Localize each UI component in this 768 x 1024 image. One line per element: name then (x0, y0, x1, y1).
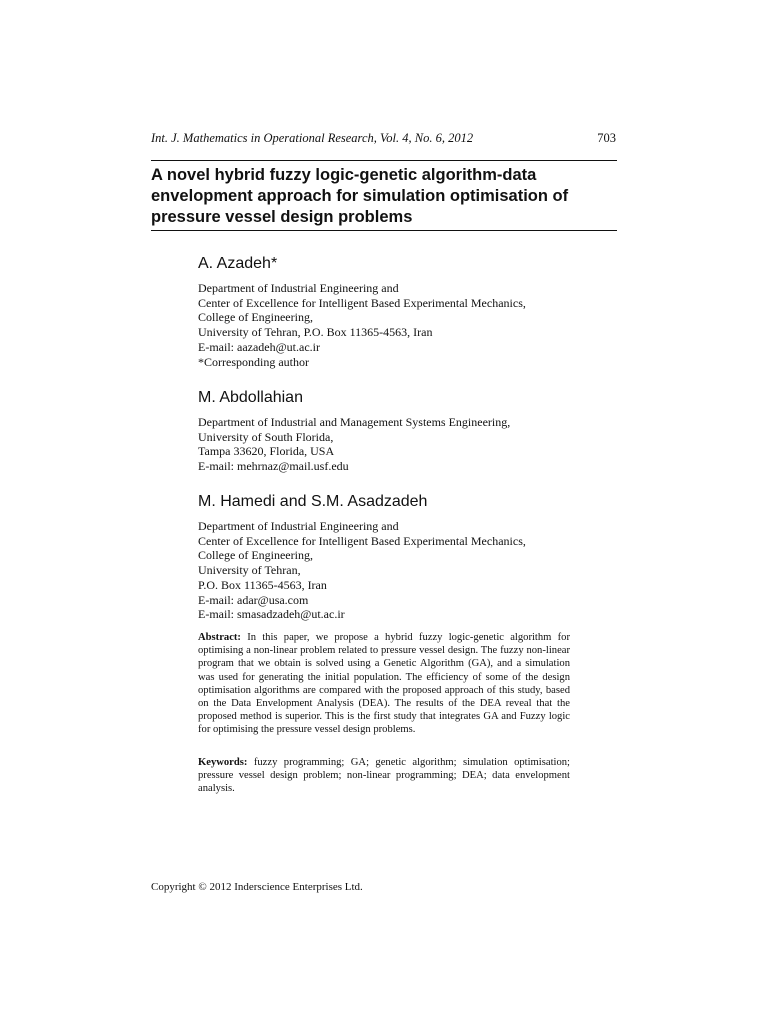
abstract (198, 631, 570, 737)
author-name: M. Abdollahian (198, 389, 303, 406)
affiliation-line: Center of Excellence for Intelligent Based Experimental Mechanics, (198, 295, 526, 310)
keywords-text: fuzzy programming; GA; genetic algorithm; simulation optimisation; pressure vessel design problem; non-linear programming; DEA; data envelopment analysis. (198, 757, 570, 795)
affiliation-line: College of Engineering, (198, 310, 313, 325)
affiliation-line: Tampa 33620, Florida, USA (198, 444, 335, 459)
affiliation-line: College of Engineering, (198, 548, 313, 563)
affiliation-line: Department of Industrial Engineering and (198, 519, 399, 533)
author-block-azadeh (198, 254, 618, 369)
affiliation-line: P.O. Box 11365-4563, Iran (198, 577, 327, 592)
email-line: E-mail: adar@usa.com (198, 592, 309, 607)
copyright-notice: Copyright © 2012 Inderscience Enterprises Ltd. (151, 881, 363, 893)
email-line: E-mail: smasadzadeh@ut.ac.ir (198, 607, 345, 622)
corresponding-author-note: *Corresponding author (198, 354, 309, 369)
affiliation-line: Department of Industrial and Management Systems Engineering, (198, 415, 511, 429)
paper-title: A novel hybrid fuzzy logic-genetic algorithm-data envelopment approach for simulation optimisation of pressure vessel design problems (151, 166, 569, 226)
affiliation-line: University of Tehran, (198, 563, 301, 578)
author-block-abdollahian (198, 388, 618, 474)
page-number: 703 (597, 131, 616, 145)
keywords (198, 756, 570, 796)
abstract-label: Abstract: (198, 632, 241, 643)
email-line: E-mail: aazadeh@ut.ac.ir (198, 339, 320, 354)
author-name: M. Hamedi and S.M. Asadzadeh (198, 493, 428, 510)
affiliation-line: Department of Industrial Engineering and (198, 281, 399, 295)
affiliation-line: University of Tehran, P.O. Box 11365-4563, Iran (198, 325, 433, 340)
journal-citation: Int. J. Mathematics in Operational Research, Vol. 4, No. 6, 2012 (151, 131, 474, 145)
author-block-hamedi-asadzadeh (198, 492, 618, 622)
affiliation-line: University of South Florida, (198, 429, 334, 444)
running-header (151, 131, 616, 147)
keywords-label: Keywords: (198, 757, 248, 768)
abstract-text: In this paper, we propose a hybrid fuzzy logic-genetic algorithm for optimising a non-linear problem related to pressure vessel design. The fuzzy non-linear program that we obtain is solved using a Genetic Algorithm (GA), and a simulation was used for generating the initial population. The efficiency of some of the design optimisation algorithms are compared with the proposed approach of this study, based on the Data Envelopment Analysis (DEA). The results of the DEA reveal that the proposed method is superior. This is the first study that integrates GA and Fuzzy logic for optimising the pressure vessel design problems. (198, 632, 570, 736)
affiliation-line: Center of Excellence for Intelligent Based Experimental Mechanics, (198, 533, 526, 548)
email-line: E-mail: mehrnaz@mail.usf.edu (198, 459, 349, 474)
title-rule-bottom (151, 230, 617, 231)
title-rule-top (151, 160, 617, 161)
author-name: A. Azadeh* (198, 255, 278, 272)
